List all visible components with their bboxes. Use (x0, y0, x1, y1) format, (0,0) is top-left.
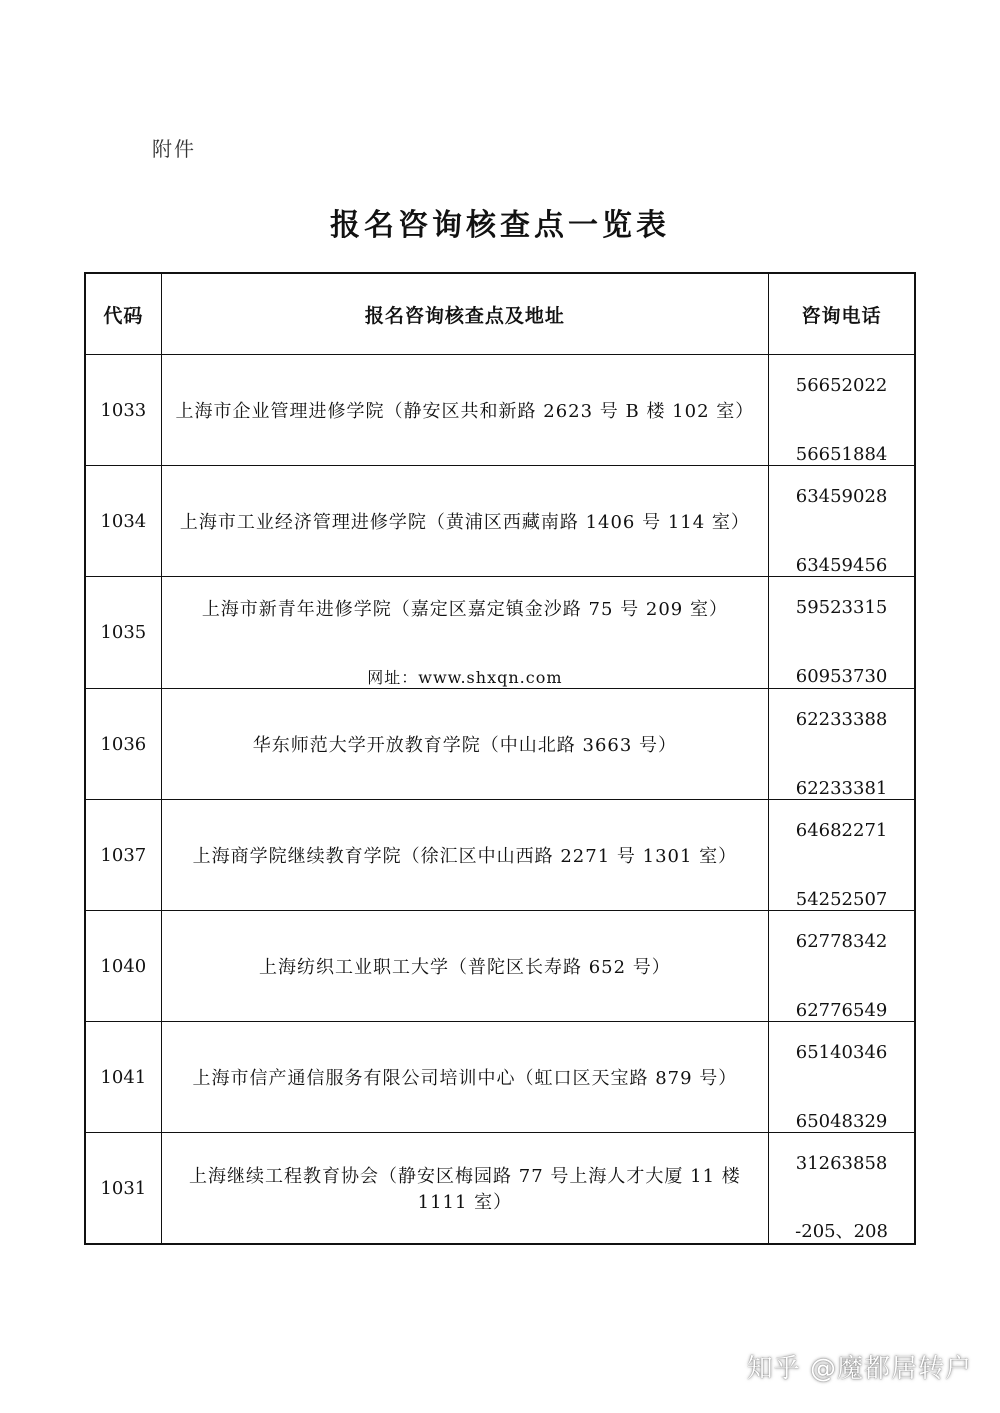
row-address: 华东师范大学开放教育学院（中山北路 3663 号） (161, 689, 768, 800)
row-address: 上海商学院继续教育学院（徐汇区中山西路 2271 号 1301 室） (161, 800, 768, 911)
consultation-points-table (84, 272, 916, 1245)
row-phone-cell (769, 355, 915, 466)
row-phone-secondary: -205、208 (795, 1221, 888, 1242)
table-header-row (85, 273, 915, 355)
row-address: 上海纺织工业职工大学（普陀区长寿路 652 号） (161, 911, 768, 1022)
row-phone-secondary: 62233381 (795, 778, 888, 799)
row-phone-primary: 62778342 (795, 931, 888, 952)
row-code: 1036 (85, 689, 161, 800)
table-row (85, 355, 915, 466)
row-website: 网址：www.shxqn.com (367, 668, 563, 687)
row-phone-primary: 62233388 (795, 709, 888, 730)
row-code: 1037 (85, 800, 161, 911)
row-phone-secondary: 65048329 (795, 1111, 888, 1132)
column-header-phone: 咨询电话 (769, 273, 915, 355)
page-title: 报名咨询核查点一览表 (330, 208, 670, 243)
row-phone-secondary: 63459456 (795, 555, 888, 576)
row-phone-primary: 64682271 (795, 820, 888, 841)
row-phone-cell (769, 466, 915, 577)
row-phone-secondary: 56651884 (795, 444, 888, 465)
row-address: 上海市企业管理进修学院（静安区共和新路 2623 号 B 楼 102 室） (161, 355, 768, 466)
table-row (85, 911, 915, 1022)
row-code: 1031 (85, 1133, 161, 1245)
table-row (85, 466, 915, 577)
table-row (85, 800, 915, 911)
row-phone-cell (769, 911, 915, 1022)
row-phone-primary: 65140346 (795, 1042, 888, 1063)
row-code: 1035 (85, 577, 161, 689)
row-phone-cell (769, 800, 915, 911)
row-phone-cell (769, 689, 915, 800)
watermark: 知乎 @魔都居转户 (746, 1354, 972, 1384)
row-code: 1034 (85, 466, 161, 577)
table-row (85, 689, 915, 800)
row-phone-cell (769, 1022, 915, 1133)
row-phone-secondary: 60953730 (795, 666, 888, 687)
row-address: 上海继续工程教育协会（静安区梅园路 77 号上海人才大厦 11 楼 1111 室） (161, 1133, 768, 1245)
row-code: 1033 (85, 355, 161, 466)
row-address: 上海市新青年进修学院（嘉定区嘉定镇金沙路 75 号 209 室） (201, 599, 728, 620)
row-address: 上海市工业经济管理进修学院（黄浦区西藏南路 1406 号 114 室） (161, 466, 768, 577)
row-address: 上海市信产通信服务有限公司培训中心（虹口区天宝路 879 号） (161, 1022, 768, 1133)
row-phone-primary: 31263858 (795, 1153, 888, 1174)
row-phone-cell (769, 1133, 915, 1245)
column-header-address: 报名咨询核查点及地址 (161, 273, 768, 355)
row-address-cell (161, 577, 768, 689)
row-code: 1041 (85, 1022, 161, 1133)
row-code: 1040 (85, 911, 161, 1022)
row-phone-secondary: 54252507 (795, 889, 888, 910)
row-phone-primary: 56652022 (795, 375, 888, 396)
row-phone-cell (769, 577, 915, 689)
row-phone-primary: 59523315 (795, 597, 888, 618)
row-phone-primary: 63459028 (795, 486, 888, 507)
column-header-code: 代码 (85, 273, 161, 355)
attachment-label: 附件 (152, 137, 196, 161)
row-phone-secondary: 62776549 (795, 1000, 888, 1021)
table-row (85, 1022, 915, 1133)
table-row (85, 577, 915, 689)
table-row (85, 1133, 915, 1245)
